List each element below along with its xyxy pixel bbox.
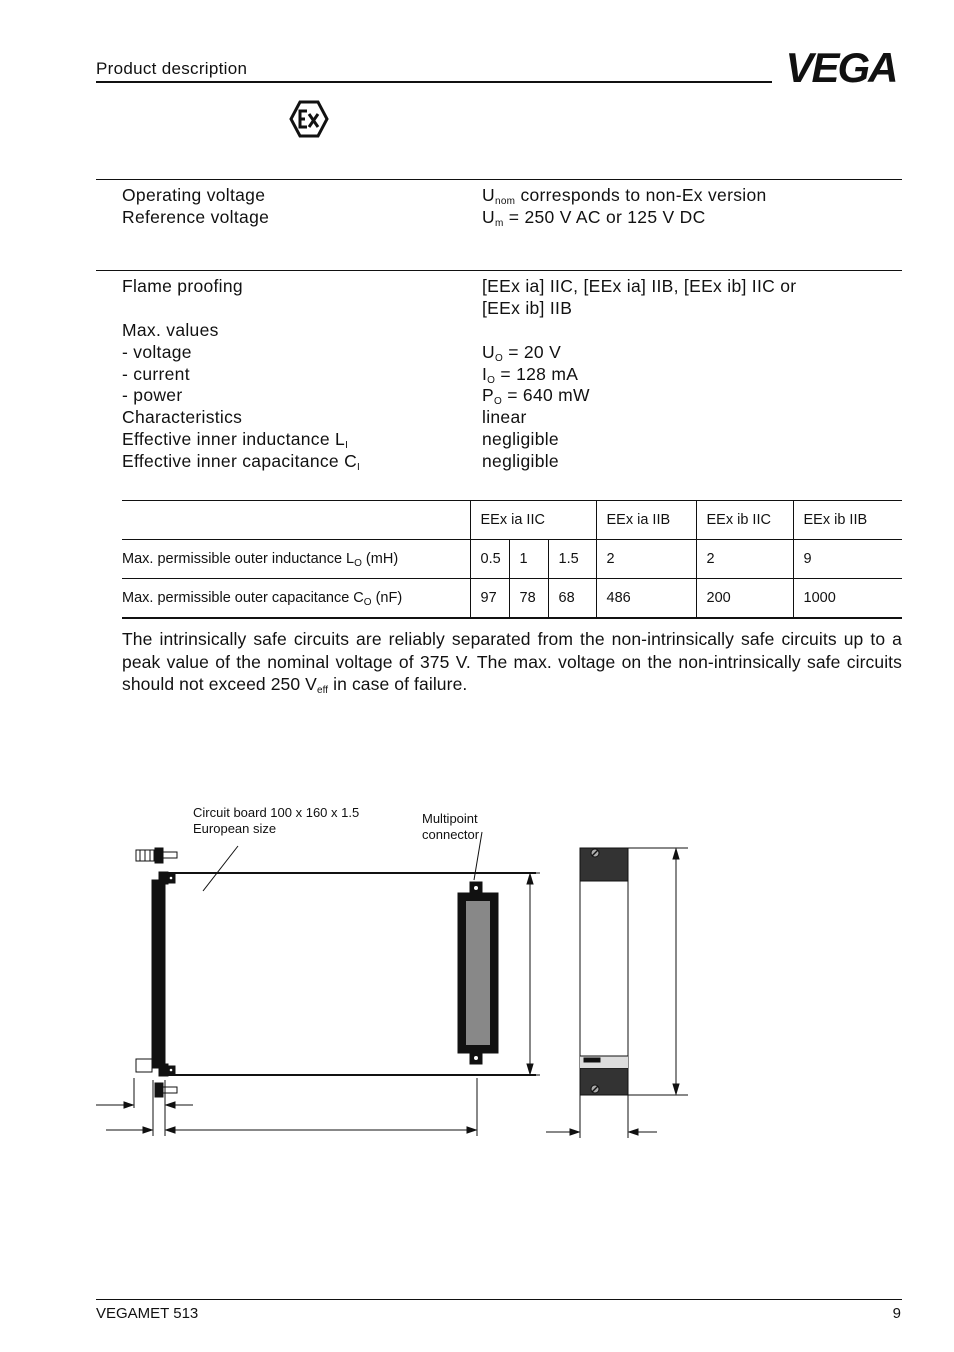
current-value: $I_O = 128$ mA — [482, 364, 579, 386]
voltage-label: - voltage — [122, 342, 192, 362]
outer-inductance-label: Max. permissible outer inductance $L_O$ (mH) — [122, 540, 470, 579]
table-cell: 1000 — [793, 579, 902, 619]
connector-label-line-2: connector — [422, 827, 480, 842]
characteristics-label: Characteristics — [122, 407, 243, 427]
footer-product-name: VEGAMET 513 — [96, 1305, 199, 1322]
vega-logo-text: VEGA — [785, 48, 897, 86]
table-cell: 200 — [696, 579, 793, 619]
current-label: - current — [122, 364, 190, 384]
flame-proofing-value-1: [EEx ia] IIC, [EEx ia] IIB, [EEx ib] IIC or — [482, 276, 797, 296]
power-value: $P_O = 640$ mW — [482, 385, 590, 407]
operating-voltage-value: $U_{nom}$ corresponds to non-Ex version — [482, 185, 767, 207]
table-cell: 1.5 — [548, 540, 596, 579]
table-cell: 0.5 — [470, 540, 509, 579]
outer-capacitance-label: Max. permissible outer capacitance $C_O$ (nF) — [122, 579, 470, 619]
table-header-cell: EEx ib IIB — [793, 501, 902, 540]
operating-voltage-label: Operating voltage — [122, 185, 266, 205]
board-label-line-2: European size — [193, 821, 277, 836]
connector-label-line-1: Multipoint — [422, 811, 478, 826]
max-values-label: Max. values — [122, 320, 219, 340]
board-label-line-1: Circuit board 100 x 160 x 1.5 — [193, 805, 360, 820]
table-cell: 78 — [509, 579, 548, 619]
table-cell: 2 — [596, 540, 696, 579]
inner-inductance-label: Effective inner inductance $L_I$ — [122, 429, 349, 451]
table-cell: 9 — [793, 540, 902, 579]
table-header-cell: EEx ia IIC — [470, 501, 596, 540]
characteristics-value: linear — [482, 407, 527, 427]
table-header-cell: EEx ib IIC — [696, 501, 793, 540]
flame-proofing-label: Flame proofing — [122, 276, 243, 296]
table-cell: 1 — [509, 540, 548, 579]
power-label: - power — [122, 385, 183, 405]
page-number: 9 — [892, 1305, 901, 1322]
voltage-value: $U_O = 20$ V — [482, 342, 562, 364]
table-cell: 97 — [470, 579, 509, 619]
page-header-title: Product description — [96, 59, 248, 78]
inner-capacitance-label: Effective inner capacitance $C_I$ — [122, 451, 361, 473]
reference-voltage-value: $U_m = 250$ V AC or 125 V DC — [482, 207, 706, 229]
flame-proofing-value-2: [EEx ib] IIB — [482, 298, 573, 318]
reference-voltage-label: Reference voltage — [122, 207, 270, 227]
table-cell: 68 — [548, 579, 596, 619]
table-header-cell: EEx ia IIB — [596, 501, 696, 540]
inner-inductance-value: negligible — [482, 429, 559, 449]
footer-rule — [96, 1299, 902, 1300]
inner-capacitance-value: negligible — [482, 451, 559, 471]
table-cell: 2 — [696, 540, 793, 579]
table-cell: 486 — [596, 579, 696, 619]
separation-paragraph: The intrinsically safe circuits are reliably separated from the non-intrinsically safe circuits up to a peak value of the nominal voltage of 375 V. The max. voltage on the non-intrinsically safe circuits should not exceed 250 $V_{eff}$ in case of failure. — [122, 629, 902, 696]
